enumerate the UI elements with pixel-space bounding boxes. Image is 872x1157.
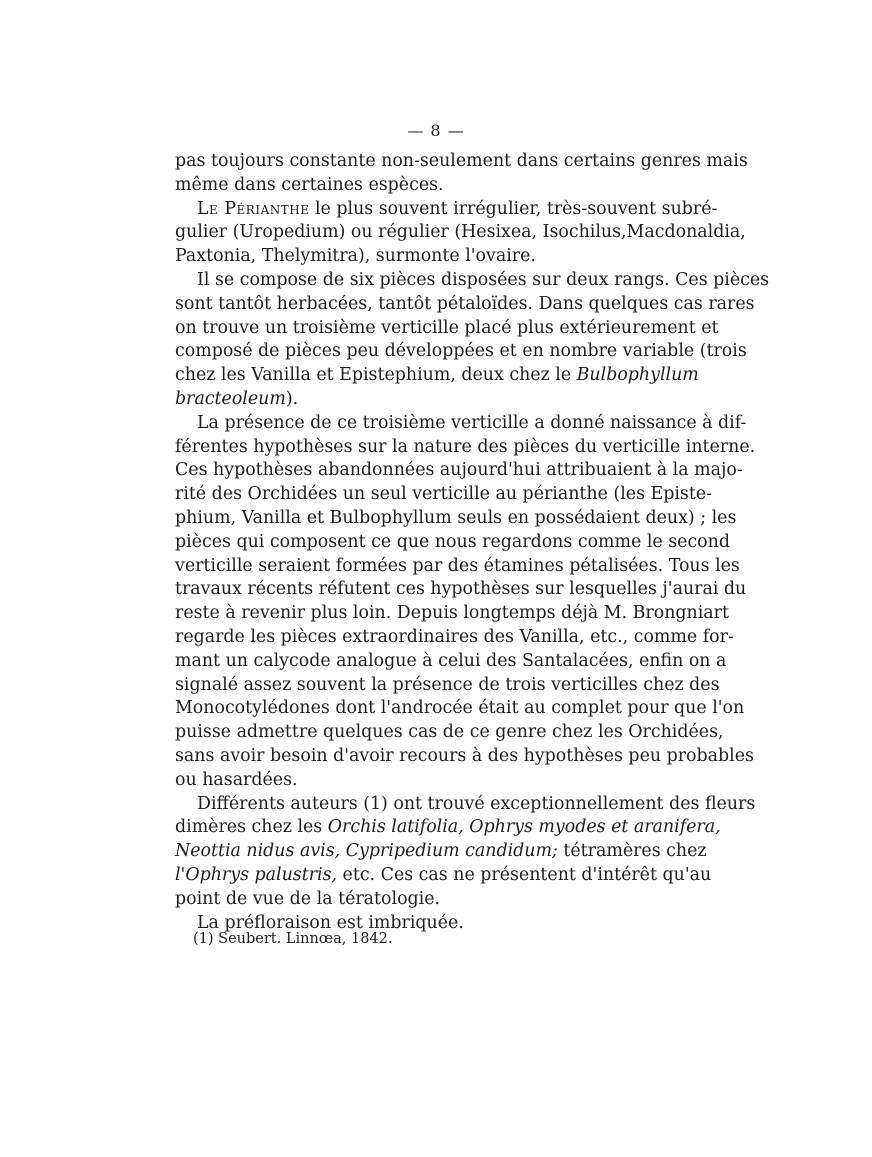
text-line: Monocotylédones dont l'androcée était au complet pour que l'on <box>175 698 745 719</box>
text-line: chez les Vanilla et Epistephium, deux chez le Bulbophyllum <box>175 365 699 386</box>
text-line: puisse admettre quelques cas de ce genre chez les Orchidées, <box>175 722 724 743</box>
text-line: pièces qui composent ce que nous regardons comme le second <box>175 531 730 552</box>
page-number: — 8 — <box>407 121 465 140</box>
body-text <box>175 150 770 935</box>
text-line: ou hasardées. <box>175 769 298 790</box>
text-line: Neottia nidus avis, Cypripedium candidum; tétramères chez <box>175 841 707 862</box>
footnote: (1) Seubert. Linnœa, 1842. <box>193 931 393 947</box>
text-line: l'Ophrys palustris, etc. Ces cas ne présentent d'intérêt qu'au <box>175 864 712 885</box>
text-line: sans avoir besoin d'avoir recours à des hypothèses peu probables <box>175 745 754 766</box>
text-line: La préfloraison est imbriquée. <box>197 912 464 933</box>
text-line: reste à revenir plus loin. Depuis longtemps déjà M. Brongniart <box>175 603 729 624</box>
text-line: point de vue de la tératologie. <box>175 888 441 909</box>
text-line: sont tantôt herbacées, tantôt pétaloïdes. Dans quelques cas rares <box>175 293 755 314</box>
text-line: rité des Orchidées un seul verticille au périanthe (les Episte- <box>175 484 712 505</box>
text-line: Il se compose de six pièces disposées sur deux rangs. Ces pièces <box>197 269 770 290</box>
section-term: Le Périanthe <box>197 198 310 219</box>
text-line: composé de pièces peu développées et en nombre variable (trois <box>175 341 747 362</box>
text-line: travaux récents réfutent ces hypothèses sur lesquelles j'aurai du <box>175 579 747 600</box>
text-line: Paxtonia, Thelymitra), surmonte l'ovaire. <box>175 246 536 267</box>
text-line: Le Périanthe le plus souvent irrégulier, très-souvent subré- <box>197 198 718 219</box>
text-line: phium, Vanilla et Bulbophyllum seuls en possédaient deux) ; les <box>175 507 737 528</box>
text-line: même dans certaines espèces. <box>175 174 444 195</box>
text-line: bracteoleum). <box>175 388 299 409</box>
text-line: Différents auteurs (1) ont trouvé exceptionnellement des fleurs <box>197 793 756 814</box>
text-line: pas toujours constante non-seulement dans certains genres mais <box>175 151 748 171</box>
text-line: verticille seraient formées par des étamines pétalisées. Tous les <box>175 555 740 576</box>
text-line: dimères chez les Orchis latifolia, Ophrys myodes et aranifera, <box>175 817 721 838</box>
text-line: mant un calycode analogue à celui des Santalacées, enfin on a <box>175 650 727 671</box>
text-line: férentes hypothèses sur la nature des pièces du verticille interne. <box>175 436 756 457</box>
text-line: La présence de ce troisième verticille a donné naissance à dif- <box>197 412 747 433</box>
text-line: regarde les pièces extraordinaires des Vanilla, etc., comme for- <box>175 626 734 647</box>
text-line: gulier (Uropedium) ou régulier (Hesixea, Isochilus,Macdonaldia, <box>175 222 746 243</box>
text-line: Ces hypothèses abandonnées aujourd'hui attribuaient à la majo- <box>175 460 743 481</box>
text-line: on trouve un troisième verticille placé plus extérieurement et <box>175 317 719 338</box>
text-line: signalé assez souvent la présence de trois verticilles chez des <box>175 674 720 695</box>
